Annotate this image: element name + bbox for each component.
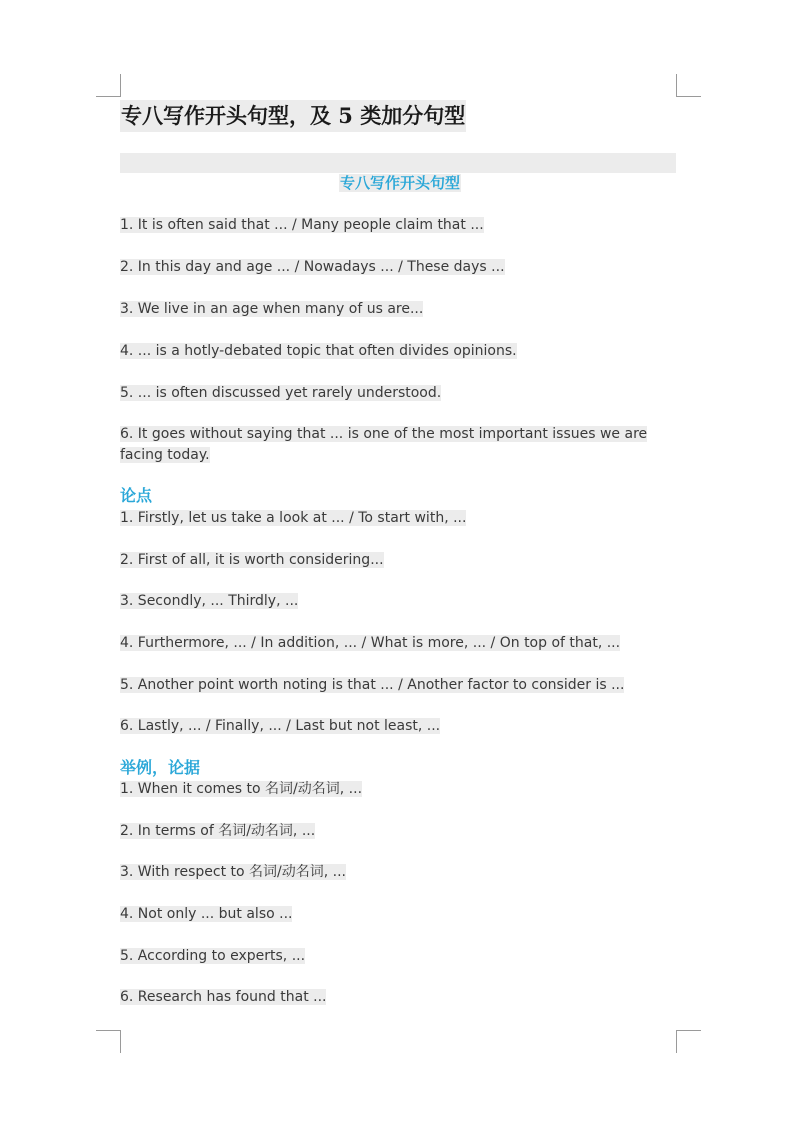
list-item: 4. Not only ... but also ... — [120, 906, 293, 922]
list-item: 2. In terms of 名词/动名词, ... — [120, 823, 316, 839]
list-item: 6. It goes without saying that ... is one of the most important issues we are facing today. — [120, 426, 648, 463]
list-item: 3. We live in an age when many of us are... — [120, 301, 424, 317]
crop-mark-top-right — [676, 74, 701, 97]
section-heading-examples: 举例，论据 — [120, 758, 201, 777]
list-item: 3. Secondly, ... Thirdly, ... — [120, 593, 299, 609]
section-heading-openings-text: 专八写作开头句型 — [339, 174, 460, 192]
list-item: 1. When it comes to 名词/动名词, ... — [120, 781, 363, 797]
list-item: 4. ... is a hotly-debated topic that often divides opinions. — [120, 343, 517, 359]
list-item: 3. With respect to 名词/动名词, ... — [120, 864, 347, 880]
list-item: 5. Another point worth noting is that ... / Another factor to consider is ... — [120, 677, 625, 693]
section-heading-arguments: 论点 — [120, 486, 153, 505]
shaded-band — [120, 153, 676, 173]
list-item: 2. First of all, it is worth considering... — [120, 552, 384, 568]
list-item: 1. Firstly, let us take a look at ... / To start with, ... — [120, 510, 467, 526]
list-item: 2. In this day and age ... / Nowadays ... / These days ... — [120, 259, 505, 275]
page-title: 专八写作开头句型，及 5 类加分句型 — [120, 100, 466, 132]
list-item: 5. According to experts, ... — [120, 948, 306, 964]
list-item: 5. ... is often discussed yet rarely understood. — [120, 385, 442, 401]
list-item: 6. Research has found that ... — [120, 989, 327, 1005]
list-item: 4. Furthermore, ... / In addition, ... / What is more, ... / On top of that, ... — [120, 635, 621, 651]
list-item: 1. It is often said that ... / Many people claim that ... — [120, 217, 484, 233]
crop-mark-bottom-right — [676, 1030, 701, 1053]
list-item: 6. Lastly, ... / Finally, ... / Last but not least, ... — [120, 718, 441, 734]
crop-mark-top-left — [96, 74, 121, 97]
crop-mark-bottom-left — [96, 1030, 121, 1053]
section-heading-openings — [0, 171, 800, 195]
